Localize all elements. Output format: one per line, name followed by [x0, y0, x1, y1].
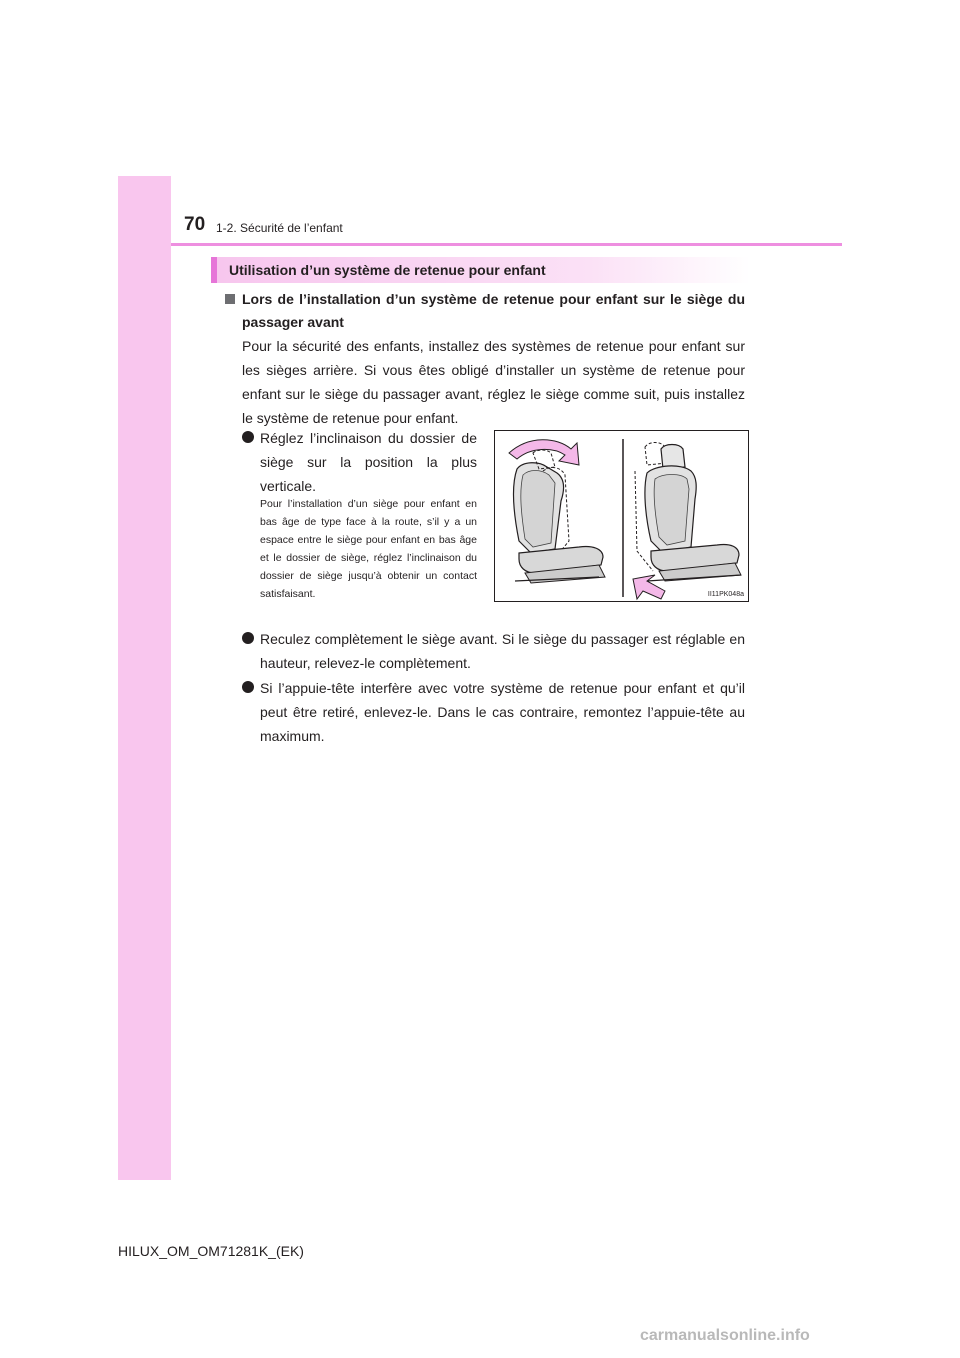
bullet-dot-icon	[242, 632, 254, 644]
breadcrumb: 1-2. Sécurité de l’enfant	[216, 221, 343, 235]
page-number: 70	[184, 214, 206, 235]
seat-adjustment-figure	[494, 430, 749, 602]
bullet-text: Réglez l’inclinaison du dossier de siège sur la position la plus verticale.	[260, 430, 477, 494]
bullet-text: Reculez complètement le siège avant. Si le siège du passager est réglable en hauteur, relevez-le complètement.	[260, 631, 745, 671]
arrow-icon	[633, 575, 665, 599]
bullet-text: Si l’appuie-tête interfère avec votre système de retenue pour enfant et qu’il peut être retiré, enlevez-le. Dans le cas contraire, remontez l’appuie-tête au maximum.	[260, 680, 745, 744]
body-paragraph: Pour la sécurité des enfants, installez des systèmes de retenue pour enfant sur les sièges arrière. Si vous êtes obligé d’installer un système de retenue pour enfant sur le siège du passager avant, réglez le siège comme suit, puis installez le système de retenue pour enfant.	[242, 338, 745, 426]
figure-code: II11PK048a	[707, 591, 744, 598]
section-title-bar	[211, 257, 750, 283]
seat-slide-back-icon	[635, 443, 741, 582]
bullet-item	[242, 426, 477, 498]
subsection-heading-text: Lors de l’installation d’un système de retenue pour enfant sur le siège du passager avant	[242, 291, 745, 330]
watermark: carmanualsonline.info	[640, 1327, 810, 1344]
seat-illustration	[495, 431, 750, 603]
side-band	[118, 176, 171, 1180]
subsection-heading	[225, 288, 745, 334]
footer-doc-code: HILUX_OM_OM71281K_(EK)	[118, 1243, 304, 1259]
note-text: Pour l’installation d’un siège pour enfant en bas âge de type face à la route, s’il y a un espace entre le siège pour enfant en bas âge et le dossier de siège, réglez l’inclinaison du dossier de siège jusqu’à obtenir un contact satisfaisant.	[260, 498, 477, 600]
bullet-dot-icon	[242, 431, 254, 443]
square-bullet-icon	[225, 294, 235, 304]
seat-recline-icon	[513, 450, 605, 583]
bullet-item	[242, 627, 745, 675]
section-title: Utilisation d’un système de retenue pour enfant	[229, 262, 546, 278]
bullet-item	[242, 676, 745, 748]
header-rule	[171, 243, 842, 246]
bullet-dot-icon	[242, 681, 254, 693]
arrow-icon	[509, 440, 579, 465]
